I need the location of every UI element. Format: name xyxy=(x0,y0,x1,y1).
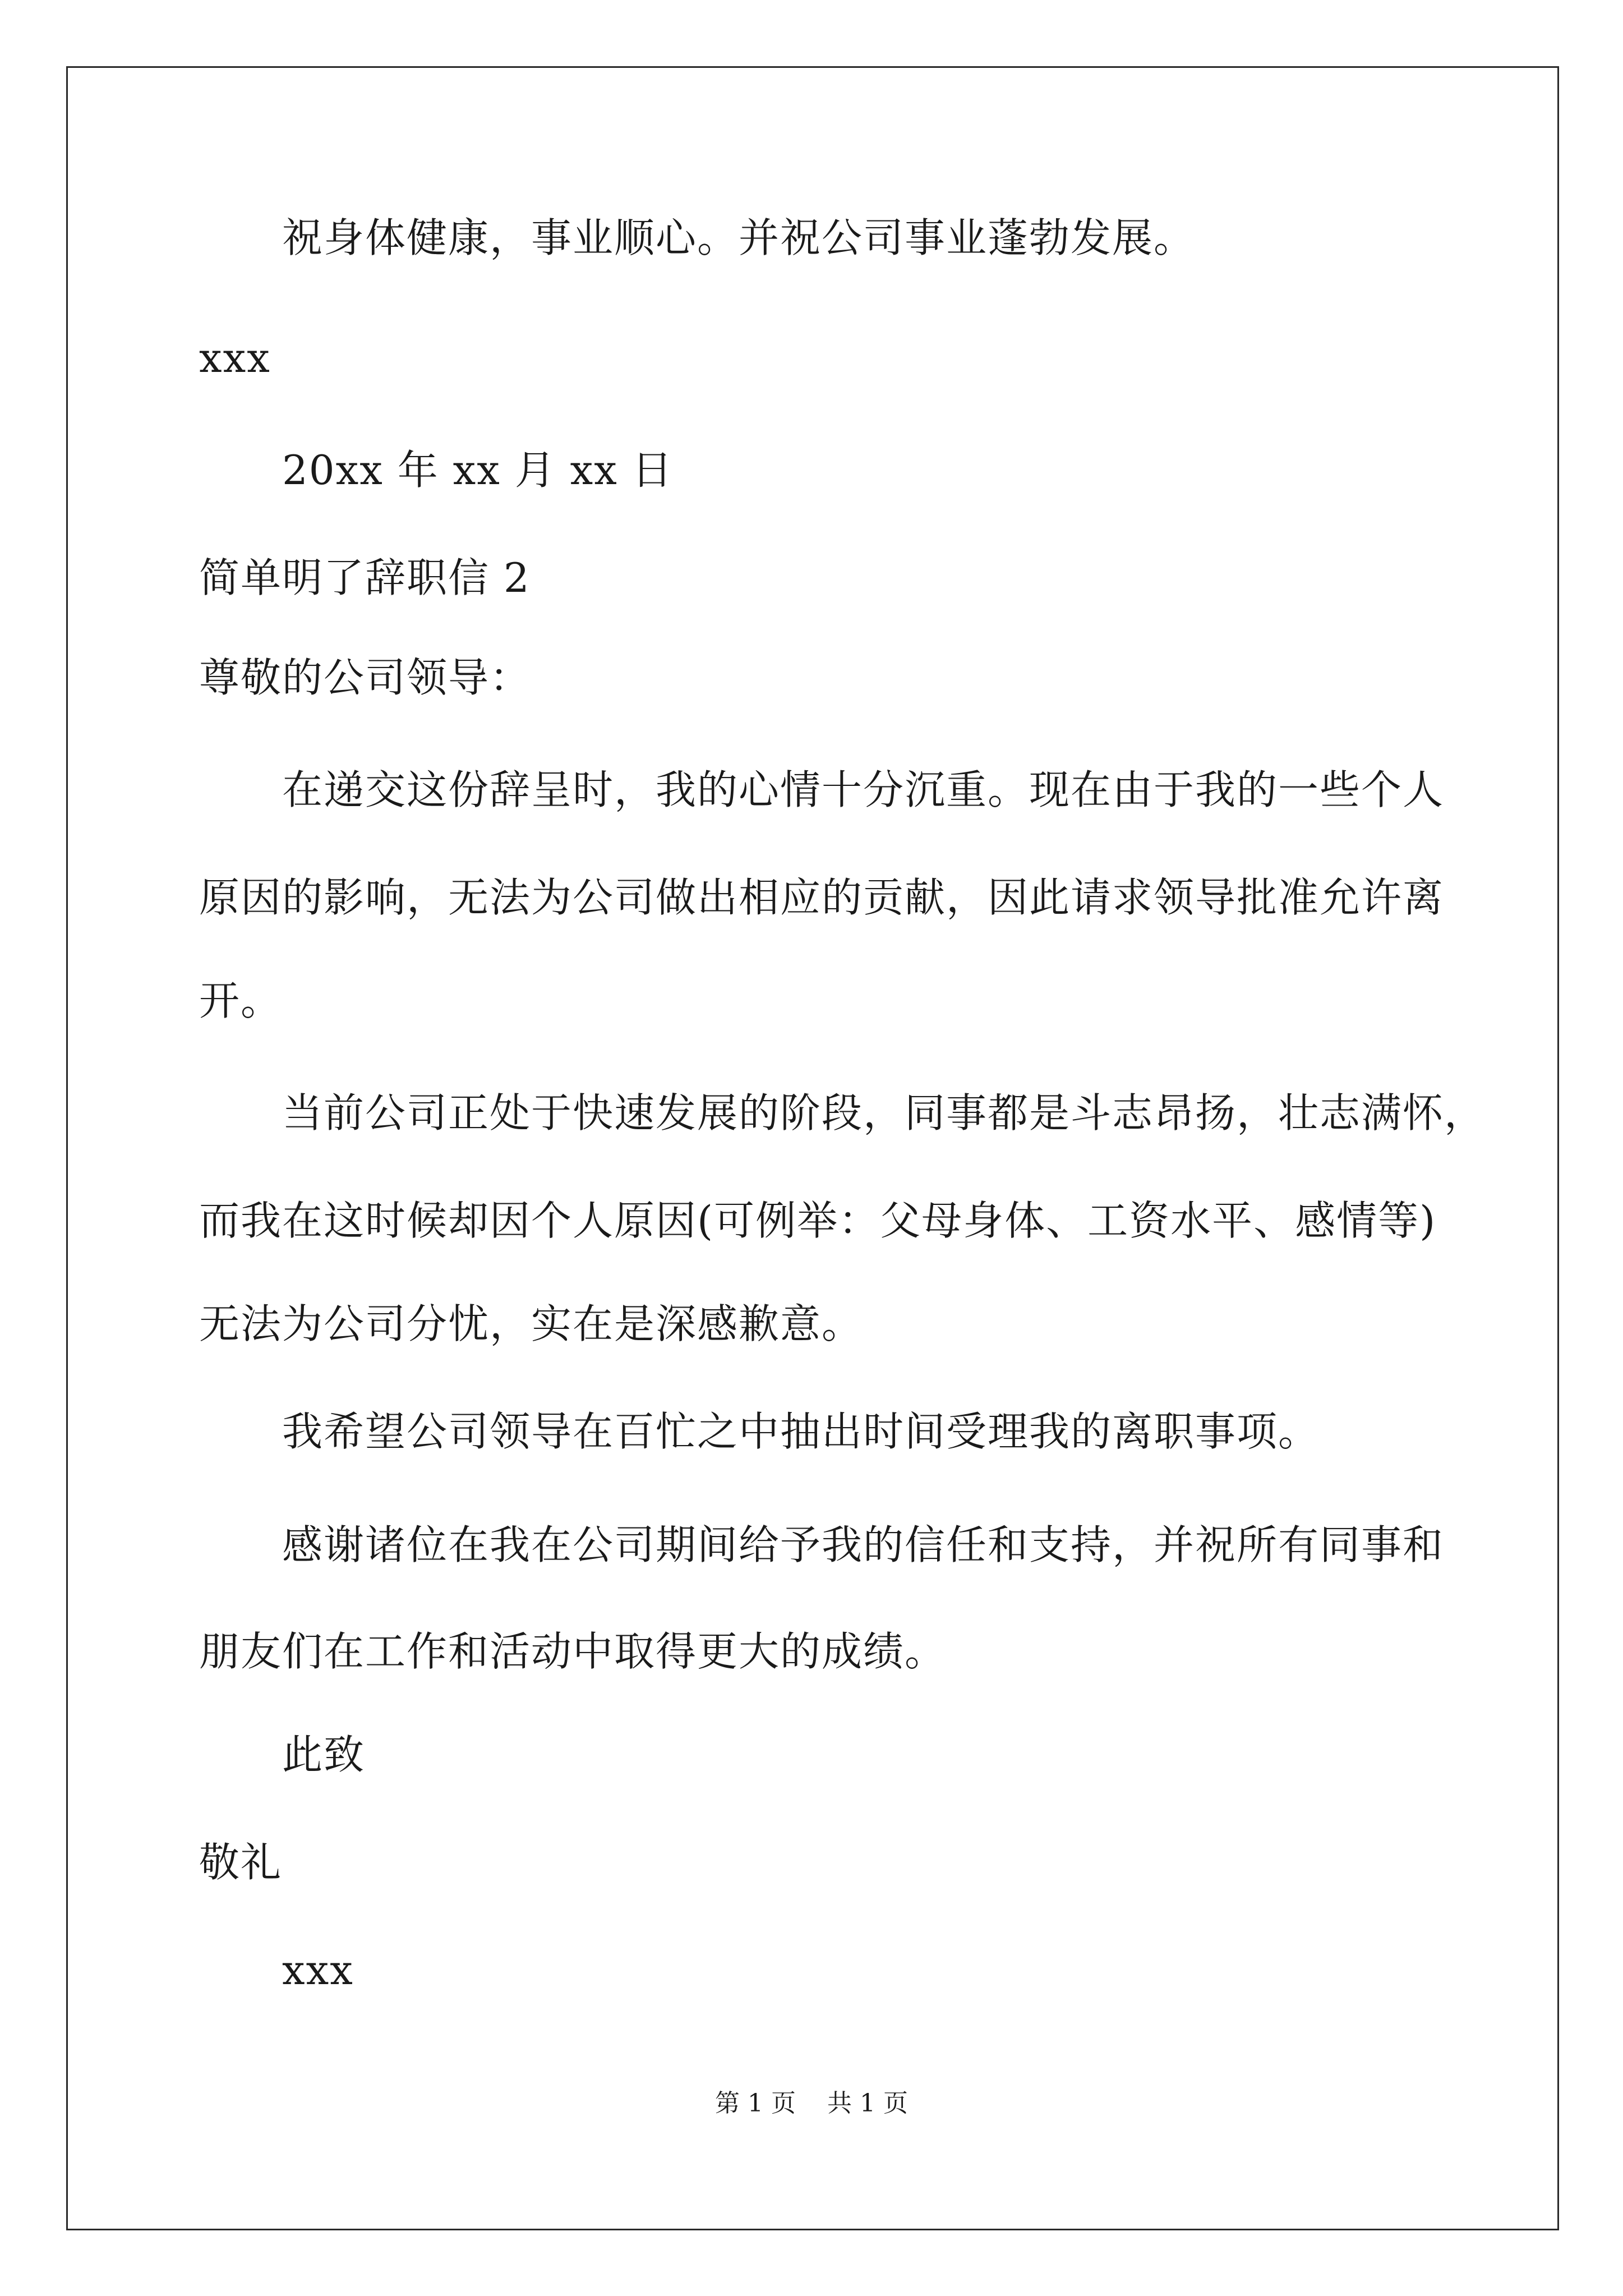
closing-phrase: 此致 xyxy=(282,1731,366,1778)
paragraph-3: 我希望公司领导在百忙之中抽出时间受理我的离职事项。 xyxy=(282,1408,1320,1455)
signature-name: xxx xyxy=(199,334,271,381)
paragraph-4-line-1: 感谢诸位在我在公司期间给予我的信任和支持，并祝所有同事和 xyxy=(282,1521,1445,1568)
letter-title: 简单明了辞职信 2 xyxy=(199,554,531,601)
page-border xyxy=(66,66,1559,2230)
signature-date: 20xx 年 xx 月 xx 日 xyxy=(282,447,674,494)
paragraph-2-line-2: 而我在这时候却因个人原因(可例举：父母身体、工资水平、感情等) xyxy=(199,1197,1437,1244)
closing-signature: xxx xyxy=(282,1947,354,1994)
paragraph-2-line-3: 无法为公司分忧，实在是深感歉意。 xyxy=(199,1300,864,1347)
page-count: 共 1 页 xyxy=(827,2089,908,2118)
paragraph-1-line-2: 原因的影响，无法为公司做出相应的贡献，因此请求领导批准允许离 xyxy=(199,874,1445,921)
closing-regards: 敬礼 xyxy=(199,1839,283,1886)
paragraph-1-line-3: 开。 xyxy=(199,977,283,1024)
paragraph-2-line-1: 当前公司正处于快速发展的阶段，同事都是斗志昂扬，壮志满怀， xyxy=(282,1089,1486,1137)
page-number: 第 1 页 xyxy=(715,2089,796,2118)
closing-wishes: 祝身体健康，事业顺心。并祝公司事业蓬勃发展。 xyxy=(282,214,1196,261)
paragraph-4-line-2: 朋友们在工作和活动中取得更大的成绩。 xyxy=(199,1628,947,1675)
page-footer xyxy=(0,2087,1623,2120)
salutation: 尊敬的公司领导： xyxy=(199,654,532,701)
paragraph-1-line-1: 在递交这份辞呈时，我的心情十分沉重。现在由于我的一些个人 xyxy=(282,766,1445,813)
